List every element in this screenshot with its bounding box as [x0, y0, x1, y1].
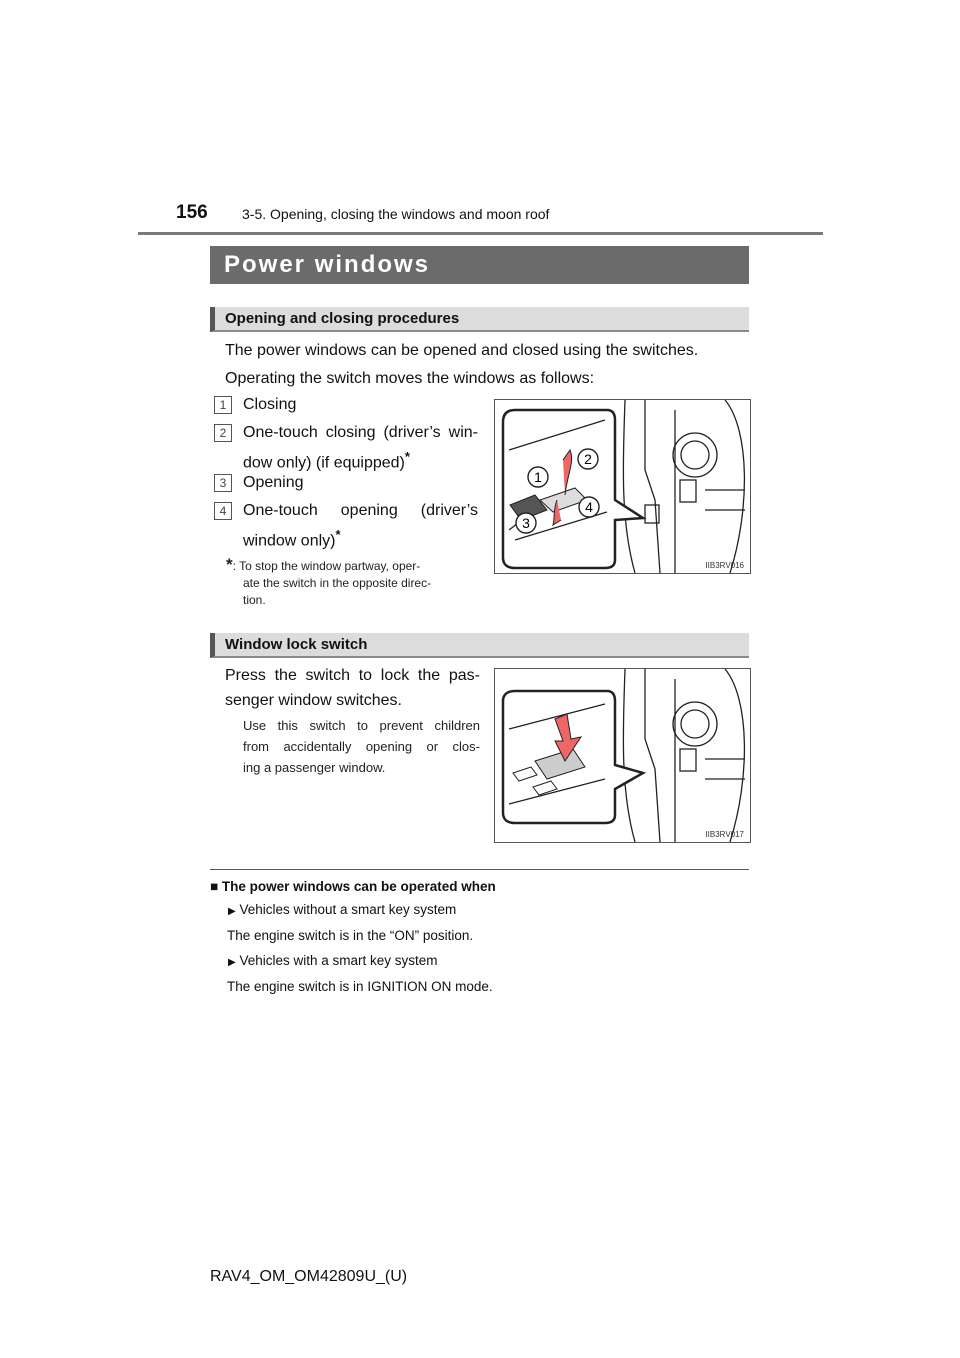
notes-text-2: The engine switch is in IGNITION ON mode.: [227, 979, 493, 994]
step-number-2: 2: [214, 424, 232, 442]
footnote-line-1: : To stop the window partway, oper-: [232, 559, 421, 573]
lock-text-line-1: Press the switch to lock the pas-: [225, 667, 480, 684]
step-2-line-1: One-touch closing (driver’s win-: [243, 424, 478, 441]
asterisk-marker: *: [335, 527, 341, 542]
step-2-line-2: dow only) (if equipped): [243, 454, 405, 472]
step-3-text: [243, 471, 304, 495]
page-number: 156: [176, 202, 208, 223]
lock-note-line-3: ing a passenger window.: [243, 760, 386, 775]
step-4-line-2: window only): [243, 532, 336, 550]
window-switch-figure: [494, 399, 751, 574]
footnote-line-3: tion.: [243, 593, 266, 607]
lock-note-line-2: from accidentally opening or clos-: [243, 739, 480, 754]
figure-code-2: IIB3RV017: [705, 830, 744, 839]
arrow-icon: ▶: [228, 906, 236, 917]
notes-text-1: The engine switch is in the “ON” position.: [227, 928, 474, 943]
page-title: Power windows: [224, 251, 431, 278]
step-number-3: 3: [214, 474, 232, 492]
asterisk-marker: *: [404, 449, 410, 464]
notes-heading-text: The power windows can be operated when: [221, 879, 496, 894]
section-heading-procedures: [210, 307, 749, 332]
header-divider: [138, 232, 823, 235]
window-lock-illustration: [495, 669, 750, 842]
callout-2: 2: [584, 451, 592, 467]
window-switch-illustration: [495, 400, 750, 573]
callout-1: 1: [534, 469, 542, 485]
section-heading-text: Window lock switch: [225, 636, 368, 653]
notes-sub-2: [228, 953, 438, 968]
arrow-icon: ▶: [228, 957, 236, 968]
step-number-4: 4: [214, 502, 232, 520]
footnote-star: *: [226, 555, 233, 574]
step-4-line-1: One-touch opening (driver’s: [243, 502, 478, 519]
lock-note-line-1: Use this switch to prevent children: [243, 718, 480, 733]
window-lock-figure: [494, 668, 751, 843]
step-3-line-1: Opening: [243, 474, 304, 491]
page-title-bar: [210, 246, 749, 284]
footer-code: RAV4_OM_OM42809U_(U): [210, 1268, 408, 1285]
step-1-line-1: Closing: [243, 396, 297, 413]
step-4-line-2-wrap: [243, 523, 341, 553]
notes-divider: [210, 869, 749, 870]
footnote-line-2: ate the switch in the opposite direc-: [243, 576, 432, 590]
section-heading-window-lock: [210, 633, 749, 658]
notes-sub-1-text: Vehicles without a smart key system: [239, 902, 457, 917]
breadcrumb: 3-5. Opening, closing the windows and moon roof: [242, 206, 550, 222]
footnote: [226, 556, 480, 609]
notes-heading-mark: ■: [210, 879, 219, 894]
figure-code-1: IIB3RV016: [705, 561, 744, 570]
intro-paragraph-1: The power windows can be opened and closed using the switches.: [225, 342, 699, 359]
callout-4: 4: [585, 499, 593, 515]
notes-heading: [210, 879, 496, 894]
step-1-text: [243, 393, 296, 417]
notes-sub-1: [228, 902, 456, 917]
lock-text-line-2: senger window switches.: [225, 692, 402, 709]
step-number-1: 1: [214, 396, 232, 414]
notes-sub-2-text: Vehicles with a smart key system: [239, 953, 438, 968]
intro-paragraph-2: Operating the switch moves the windows as follows:: [225, 370, 595, 387]
section-heading-text: Opening and closing procedures: [225, 310, 460, 327]
callout-3: 3: [522, 515, 530, 531]
